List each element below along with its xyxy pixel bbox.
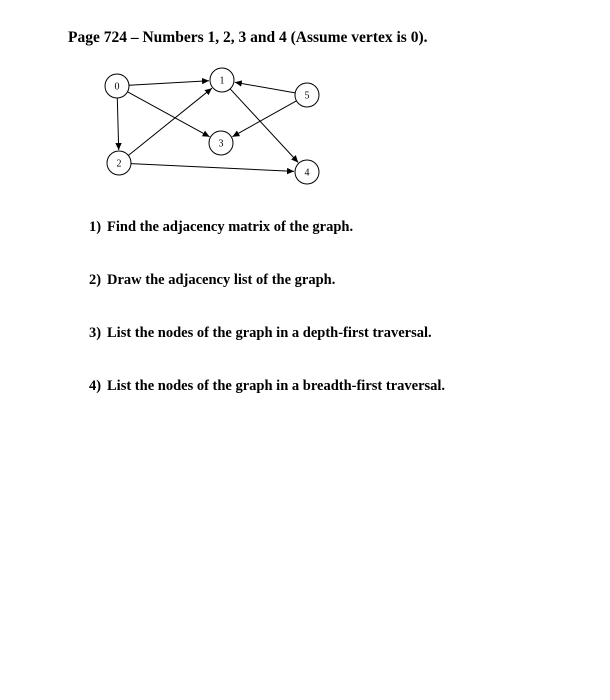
page-title: Page 724 – Numbers 1, 2, 3 and 4 (Assume vertex is 0). xyxy=(68,29,428,46)
node-label: 4 xyxy=(304,167,310,179)
question-number: 2) xyxy=(89,272,102,288)
node-label: 0 xyxy=(114,81,120,93)
directed-graph xyxy=(0,0,610,210)
question-text: List the nodes of the graph in a breadth-first traversal. xyxy=(107,378,446,394)
graph-node-1 xyxy=(210,68,234,92)
node-label: 1 xyxy=(219,75,225,87)
question-item xyxy=(89,325,445,378)
question-number: 3) xyxy=(89,325,102,341)
edge-5-to-1 xyxy=(235,82,295,93)
question-item xyxy=(89,219,445,272)
question-item xyxy=(89,378,445,431)
edge-1-to-4 xyxy=(230,89,298,163)
graph-node-3 xyxy=(209,131,233,155)
edge-2-to-1 xyxy=(128,88,212,155)
node-label: 5 xyxy=(304,90,310,102)
edge-0-to-3 xyxy=(128,92,210,137)
graph-node-4 xyxy=(295,160,319,184)
node-label: 2 xyxy=(116,158,122,170)
graph-node-5 xyxy=(295,83,319,107)
graph-node-0 xyxy=(105,74,129,98)
question-text: Draw the adjacency list of the graph. xyxy=(107,272,336,288)
edge-2-to-4 xyxy=(131,164,294,172)
edge-5-to-3 xyxy=(232,101,296,137)
question-text: List the nodes of the graph in a depth-first traversal. xyxy=(107,325,432,341)
edge-0-to-1 xyxy=(129,81,209,86)
question-text: Find the adjacency matrix of the graph. xyxy=(107,219,354,235)
question-list xyxy=(89,219,445,431)
node-label: 3 xyxy=(218,138,224,150)
question-item xyxy=(89,272,445,325)
edge-0-to-2 xyxy=(117,98,118,150)
question-number: 4) xyxy=(89,378,102,394)
question-number: 1) xyxy=(89,219,102,235)
graph-node-2 xyxy=(107,151,131,175)
